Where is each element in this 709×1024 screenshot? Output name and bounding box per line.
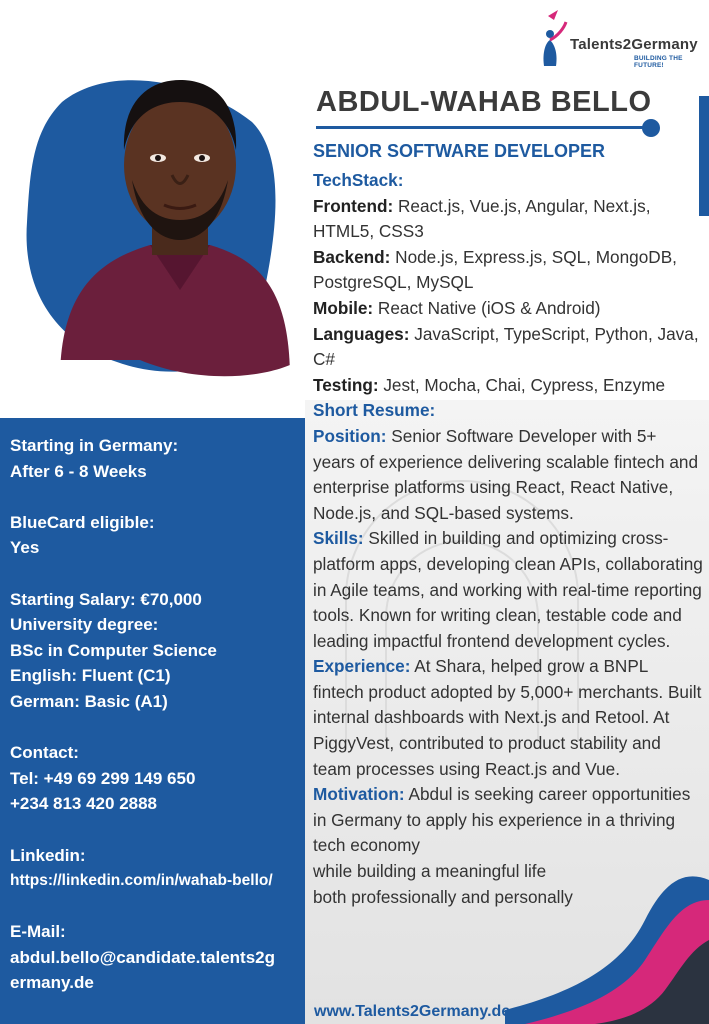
position-value: Senior Software Developer with 5+ years of experience delivering scalable fintech and enterprise platforms using React, React Native, Node.js, and SQL-based systems. bbox=[313, 425, 699, 523]
website-link[interactable]: www.Talents2Germany.de bbox=[314, 1003, 511, 1020]
motivation-label: Motivation: bbox=[313, 784, 405, 805]
motivation-line-2: while building a meaningful life bbox=[313, 861, 547, 882]
candidate-name: ABDUL-WAHAB BELLO bbox=[316, 86, 652, 118]
name-underline-dot bbox=[642, 119, 660, 137]
languages-label: Languages: bbox=[313, 323, 410, 344]
bluecard-label: BlueCard eligible: bbox=[10, 512, 155, 532]
linkedin-link[interactable]: https://linkedin.com/in/wahab-bello/ bbox=[10, 872, 273, 890]
experience-value: At Shara, helped grow a BNPL fintech product adopted by 5,000+ merchants. Built internal dashboards with Next.js and Retool. At PiggyVest, contributed to product stability and team processes using React.js and Vue. bbox=[313, 656, 702, 779]
phone-germany[interactable]: Tel: +49 69 299 149 650 bbox=[10, 768, 196, 788]
brand-name: Talents2Germany bbox=[570, 36, 698, 53]
testing-value: Jest, Mocha, Chai, Cypress, Enzyme bbox=[378, 374, 666, 395]
bluecard-value: Yes bbox=[10, 538, 40, 558]
position-label: Position: bbox=[313, 425, 387, 446]
techstack-mobile bbox=[313, 296, 703, 322]
backend-label: Backend: bbox=[313, 246, 391, 267]
german-level: German: Basic (A1) bbox=[10, 691, 168, 711]
resume-motivation bbox=[313, 782, 703, 859]
contact-label: Contact: bbox=[10, 743, 79, 763]
linkedin-label: Linkedin: bbox=[10, 845, 86, 865]
email-link-line-1[interactable]: abdul.bello@candidate.talents2g bbox=[10, 947, 276, 967]
skills-label: Skills: bbox=[313, 528, 364, 549]
sidebar-details bbox=[10, 433, 305, 996]
backend-value: Node.js, Express.js, SQL, MongoDB, PostgreSQL, MySQL bbox=[313, 246, 677, 293]
candidate-photo bbox=[40, 40, 300, 380]
candidate-title: SENIOR SOFTWARE DEVELOPER bbox=[313, 141, 606, 161]
frontend-value: React.js, Vue.js, Angular, Next.js, HTML5, CSS3 bbox=[313, 195, 651, 242]
techstack-languages bbox=[313, 322, 703, 373]
english-level: English: Fluent (C1) bbox=[10, 666, 171, 686]
degree-label: University degree: bbox=[10, 615, 159, 635]
email-link-line-2[interactable]: ermany.de bbox=[10, 973, 94, 993]
experience-label: Experience: bbox=[313, 656, 411, 677]
techstack-frontend bbox=[313, 194, 703, 245]
email-label: E-Mail: bbox=[10, 922, 66, 942]
name-underline bbox=[316, 126, 649, 129]
mobile-value: React Native (iOS & Android) bbox=[373, 297, 601, 318]
skills-value: Skilled in building and optimizing cross-platform apps, developing clean APIs, collaborating in Agile teams, and working with real-time reporting tools. Known for writing clean, testable code and leading impactful frontend development cycles. bbox=[313, 528, 703, 651]
starting-salary: Starting Salary: €70,000 bbox=[10, 589, 202, 609]
resume-experience bbox=[313, 654, 703, 782]
mobile-label: Mobile: bbox=[313, 297, 374, 318]
decorative-waves bbox=[505, 860, 709, 1024]
frontend-label: Frontend: bbox=[313, 195, 394, 216]
techstack-backend bbox=[313, 245, 703, 296]
languages-value: JavaScript, TypeScript, Python, Java, C# bbox=[313, 323, 699, 370]
start-value: After 6 - 8 Weeks bbox=[10, 461, 147, 481]
start-label: Starting in Germany: bbox=[10, 436, 179, 455]
resume-skills bbox=[313, 526, 703, 654]
techstack-testing bbox=[313, 373, 703, 399]
motivation-line-3: both professionally and personally bbox=[313, 886, 573, 907]
motivation-value: Abdul is seeking career opportunities in Germany to apply his experience in a thriving tech economy bbox=[313, 784, 691, 856]
degree-value: BSc in Computer Science bbox=[10, 640, 217, 660]
resume-heading: Short Resume: bbox=[313, 400, 436, 421]
testing-label: Testing: bbox=[313, 374, 379, 395]
resume-position bbox=[313, 424, 703, 526]
phone-nigeria[interactable]: +234 813 420 2888 bbox=[10, 794, 158, 814]
profile-details bbox=[313, 168, 703, 910]
techstack-heading: TechStack: bbox=[313, 170, 404, 190]
brand-tagline: BUILDING THE FUTURE! bbox=[634, 55, 683, 69]
